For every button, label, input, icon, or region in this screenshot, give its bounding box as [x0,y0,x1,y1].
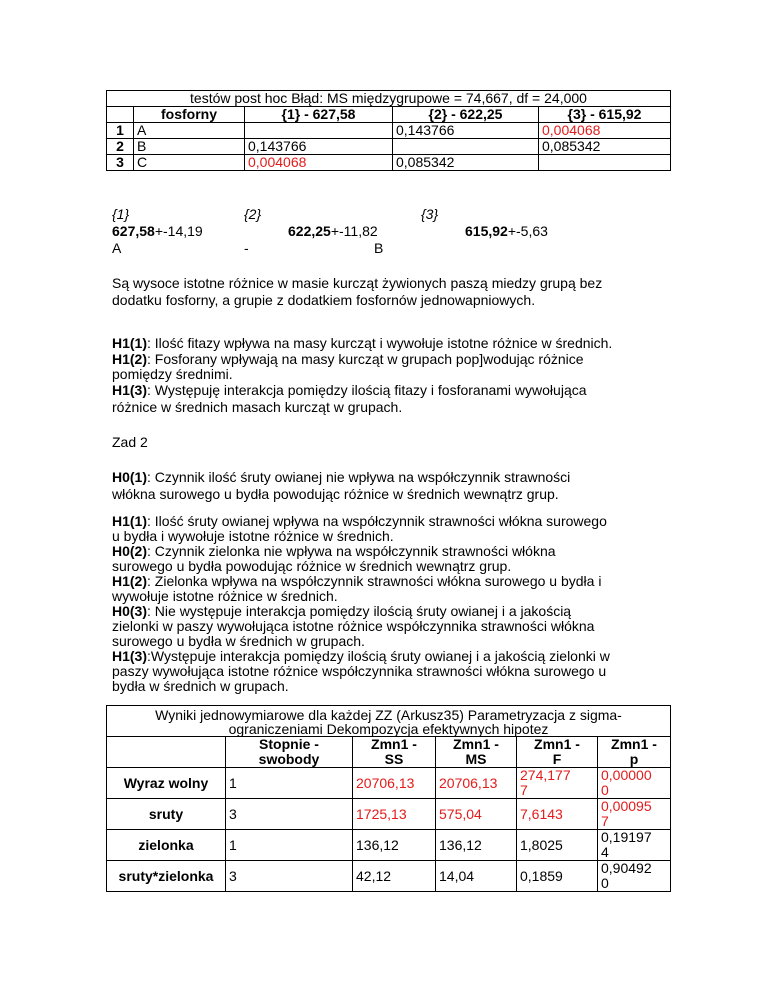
df-cell: 1 [226,768,353,799]
df-cell: 3 [226,861,353,892]
p-line: 4 [601,844,609,860]
f-cell [517,768,598,799]
effect-label: zielonka [107,830,226,861]
hypothesis-text: : Nie występuje interakcja pomiędzy ilością śruty owianej i a jakością [147,603,572,619]
mean-value-bold: 615,92 [465,223,508,239]
value-cell: 0,085342 [539,139,671,155]
p-line: 0,90492 [601,860,652,876]
header-cell: {3} - 615,92 [539,107,671,123]
group-letter: B [374,240,384,256]
value-cell [245,123,393,139]
p-cell [598,830,671,861]
header-line: Zmn1 - [453,736,499,752]
hypothesis-line: pomiędzy średnimi. [112,366,233,382]
header-cell [517,737,598,768]
mean-value-sd: +-5,63 [507,223,548,239]
anova-table-title [107,706,671,737]
header-line: MS [465,751,487,767]
group-cell: C [134,155,245,171]
hypothesis-line [112,648,610,664]
effect-label: sruty [107,799,226,830]
value-cell: 0,004068 [539,123,671,139]
hypothesis-label: H0(1) [112,469,148,485]
ss-cell: 42,12 [353,861,436,892]
hypothesis-label: H1(2) [112,573,148,589]
conclusion-line: dodatku fosforny, a grupie z dodatkiem fosfornów jednowapniowych. [112,292,536,308]
hypothesis-line [112,603,571,619]
hypothesis-text: : Ilość fitazy wpływa na masy kurcząt i wywołuje istotne różnice w średnich. [147,335,613,351]
group-cell: B [134,139,245,155]
hypothesis-label: H1(3) [112,382,148,398]
p-cell [598,861,671,892]
value-cell: 0,004068 [245,155,393,171]
header-line: Zmn1 - [371,736,417,752]
table-row [107,861,671,892]
hypothesis-text: : Fosforany wpływają na masy kurcząt w grupach pop]wodując różnice [147,351,584,367]
row-index: 2 [107,139,134,155]
hypothesis-line: wywołuje istotne różnice w średnich. [112,588,338,604]
p-line: 0,00000 [601,767,652,783]
row-index: 3 [107,155,134,171]
table-row [107,830,671,861]
anova-title-line: Wyniki jednowymiarowe dla każdej ZZ (Arkusz35) Parametryzacja z sigma- [155,707,622,723]
hypothesis-line [112,543,556,559]
df-cell: 3 [226,799,353,830]
value-cell [539,155,671,171]
p-line: 0,00095 [601,798,652,814]
conclusion-line: Są wysoce istotne różnice w masie kurcząt żywionych paszą miedzy grupą bez [112,275,603,291]
hypothesis-line [112,573,601,589]
hypothesis-label: H1(3) [112,648,148,664]
row-index: 1 [107,123,134,139]
ms-cell: 575,04 [436,799,517,830]
hypothesis-line: surowego u bydła w średnich w grupach. [112,633,365,649]
header-cell: {1} - 627,58 [245,107,393,123]
p-line: 0 [601,875,609,891]
header-cell: {2} - 622,25 [393,107,539,123]
hypothesis-line: bydła w średnich w grupach. [112,678,289,694]
hypothesis-text: : Zielonka wpływa na współczynnik strawności włókna surowego u bydła i [147,573,602,589]
df-cell: 1 [226,830,353,861]
header-cell [107,107,134,123]
mean-label: {3} [421,206,439,222]
hypothesis-text: : Występuję interakcja pomiędzy ilością fitazy i fosforanami wywołująca [147,382,587,398]
mean-label: {1} [112,206,130,222]
group-letter: A [112,240,122,256]
ms-cell: 20706,13 [436,768,517,799]
hypothesis-text: :Występuje interakcja pomiędzy ilością śruty owianej i a jakością zielonki w [147,648,610,664]
anova-title-line: ograniczeniami Dekompozycja efektywnych hipotez [228,721,549,737]
header-line: Zmn1 - [611,736,657,752]
hypothesis-line: surowego u bydła powodując różnice w średnich wewnątrz grup. [112,558,512,574]
value-cell: 0,143766 [393,123,539,139]
f-cell: 7,6143 [517,799,598,830]
ss-cell: 20706,13 [353,768,436,799]
header-line: Stopnie - [259,736,319,752]
hypothesis-line: paszy wywołująca istotne różnice współczynnika strawności włókna surowego u [112,663,607,679]
effect-label: Wyraz wolny [107,768,226,799]
mean-value [112,223,203,239]
header-cell: fosforny [134,107,245,123]
hypothesis-line: różnice w średnich masach kurcząt w grupach. [112,399,403,415]
table-row [107,123,671,139]
f-cell: 0,1859 [517,861,598,892]
ms-cell: 14,04 [436,861,517,892]
hypothesis-line [112,382,587,398]
group-letter: - [244,240,249,256]
mean-value-sd: +-11,82 [330,223,378,239]
section-heading: Zad 2 [112,434,148,450]
f-line: 7 [520,782,528,798]
group-cell: A [134,123,245,139]
mean-value-bold: 622,25 [288,223,331,239]
header-line: F [552,751,562,767]
hypothesis-label: H1(2) [112,351,148,367]
mean-value [288,223,378,239]
p-cell [598,799,671,830]
hypothesis-text: : Ilość śruty owianej wpływa na współczynnik strawności włókna surowego [147,513,607,529]
mean-value-sd: +-14,19 [154,223,203,239]
hypothesis-line [112,335,612,351]
hypothesis-text: : Czynnik ilość śruty owianej nie wpływa na współczynnik strawności [147,469,571,485]
mean-value-bold: 627,58 [112,223,155,239]
hypothesis-label: H0(2) [112,543,148,559]
ss-cell: 136,12 [353,830,436,861]
header-line: swobody [258,751,320,767]
table-row [107,155,671,171]
ms-cell: 136,12 [436,830,517,861]
post-hoc-table-title: testów post hoc Błąd: MS międzygrupowe = 74,667, df = 24,000 [107,91,671,107]
f-cell: 1,8025 [517,830,598,861]
value-cell [393,139,539,155]
table-row [107,139,671,155]
value-cell: 0,085342 [393,155,539,171]
post-hoc-table [106,90,671,171]
header-cell [436,737,517,768]
header-cell [226,737,353,768]
header-cell [353,737,436,768]
p-line: 0 [601,782,609,798]
p-cell [598,768,671,799]
hypothesis-label: H0(3) [112,603,148,619]
header-cell [107,737,226,768]
anova-results-table [106,705,671,892]
hypothesis-label: H1(1) [112,513,148,529]
hypothesis-line [112,351,584,367]
header-line: p [629,751,639,767]
value-cell: 0,143766 [245,139,393,155]
p-line: 7 [601,813,609,829]
header-line: SS [384,751,404,767]
hypothesis-line [112,469,570,485]
hypothesis-line: włókna surowego u bydła powodując różnice w średnich wewnątrz grup. [112,486,559,502]
header-cell [598,737,671,768]
table-row [107,799,671,830]
mean-label: {2} [244,206,262,222]
effect-label: sruty*zielonka [107,861,226,892]
header-line: Zmn1 - [534,736,580,752]
f-line: 274,177 [520,767,571,783]
hypothesis-line [112,513,607,529]
ss-cell: 1725,13 [353,799,436,830]
p-line: 0,19197 [601,829,652,845]
hypothesis-line: zielonki w paszy wywołująca istotne różnice współczynnika strawności włókna [112,618,595,634]
hypothesis-label: H1(1) [112,335,148,351]
hypothesis-text: : Czynnik zielonka nie wpływa na współczynnik strawności włókna [147,543,556,559]
mean-value [465,223,548,239]
hypothesis-line: u bydła i wywołuje istotne różnice w średnich. [112,528,394,544]
table-row [107,768,671,799]
